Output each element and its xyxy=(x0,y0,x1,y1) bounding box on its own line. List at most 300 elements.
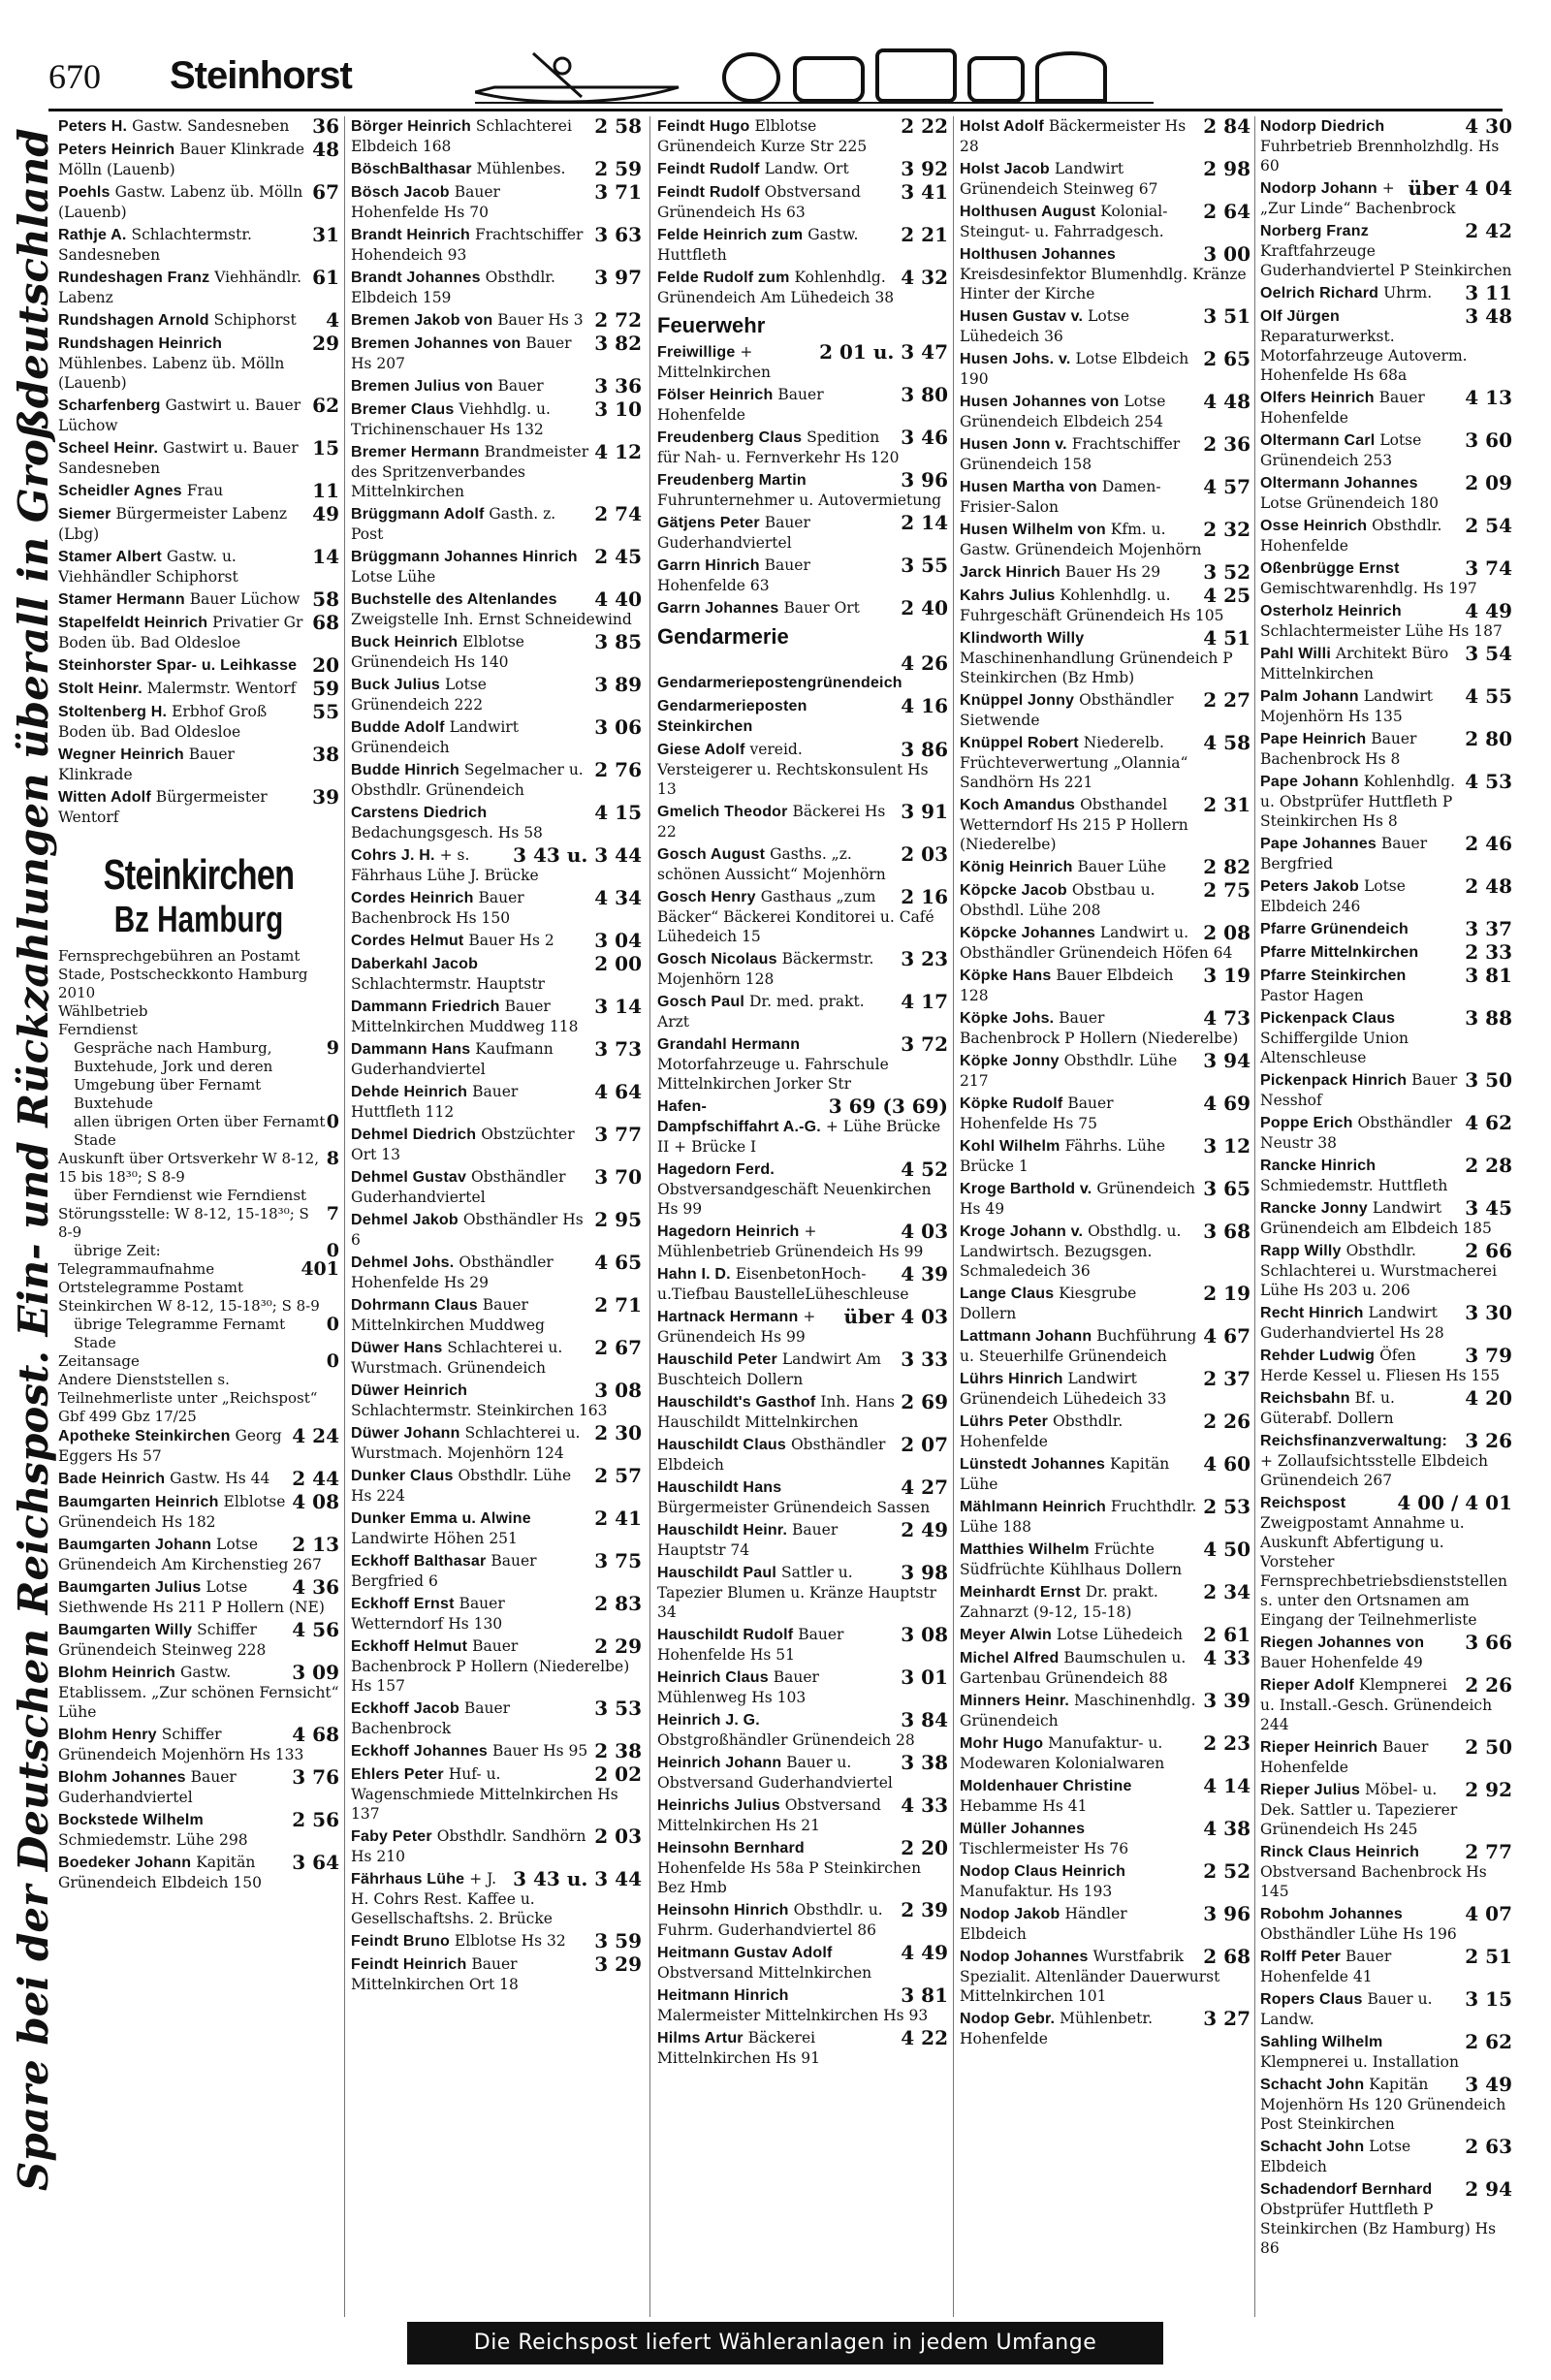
entry-detail: Mühlenbes. xyxy=(471,160,566,177)
directory-entry xyxy=(351,1210,642,1250)
entry-name: Dehmel Johs. xyxy=(351,1254,455,1271)
directory-entry xyxy=(351,1508,642,1548)
entry-name: Dammann Friedrich xyxy=(351,999,500,1015)
entry-detail: Schiffer Grünendeich Steinweg 228 xyxy=(58,1621,267,1659)
phone-number: 4 69 xyxy=(1203,1092,1250,1115)
entry-detail: Bauer Hohenfelde 41 xyxy=(1260,1948,1392,1985)
directory-entry xyxy=(58,182,339,222)
phone-number: 4 60 xyxy=(1203,1452,1250,1476)
entry-name: Meyer Alwin xyxy=(960,1627,1052,1643)
directory-entry xyxy=(1260,178,1512,218)
entry-detail: Obstbau u. Obsthdl. Lühe 208 xyxy=(960,881,1155,919)
directory-entry xyxy=(1260,2179,1512,2258)
directory-entry xyxy=(657,1563,948,1622)
phone-number: 2 51 xyxy=(1465,1945,1512,1968)
phone-number: 2 39 xyxy=(901,1898,948,1921)
phone-number: 2 50 xyxy=(1465,1735,1512,1759)
directory-entry xyxy=(657,1096,948,1157)
directory-entry xyxy=(1260,558,1512,598)
entry-name: Holthusen August xyxy=(960,204,1096,220)
phone-number: 4 51 xyxy=(1203,626,1250,650)
service-text: Ferndienst xyxy=(58,1021,138,1038)
entry-detail: Klempnerei u. Installation xyxy=(1260,2053,1459,2071)
entry-detail: Lotse Grünendeich 180 xyxy=(1260,494,1440,512)
phone-number: 68 xyxy=(312,611,339,634)
directory-entry xyxy=(351,1636,642,1696)
phone-number: 3 72 xyxy=(901,1032,948,1056)
directory-entry xyxy=(657,1795,948,1835)
entry-name: Rieper Julius xyxy=(1260,1782,1361,1798)
entry-name: Köpcke Johannes xyxy=(960,925,1095,941)
entry-name: Hauschildt Rudolf xyxy=(657,1627,794,1643)
entry-detail: Gastw. u. Viehhändler Schiphorst xyxy=(58,548,238,586)
entry-name: Knüppel Robert xyxy=(960,735,1079,751)
entry-name: Kroge Johann v. xyxy=(960,1223,1084,1240)
entry-name: Osse Heinrich xyxy=(1260,518,1368,534)
entry-name: Heinsohn Hinrich xyxy=(657,1902,789,1919)
entry-name: Bremen Johannes von xyxy=(351,335,522,352)
phone-number: 2 63 xyxy=(1465,2135,1512,2158)
entry-detail: Obstversand Grünendeich Hs 63 xyxy=(657,183,861,221)
entry-detail: Malermeister Mittelnkirchen Hs 93 xyxy=(657,2007,929,2024)
phone-number: 3 46 xyxy=(901,426,948,449)
phone-number: 4 32 xyxy=(901,266,948,289)
column-divider xyxy=(344,116,345,2317)
directory-entry xyxy=(351,1338,642,1378)
directory-entry xyxy=(960,1947,1250,2006)
directory-entry xyxy=(657,1625,948,1665)
phone-number: 15 xyxy=(312,436,339,460)
entry-name: Hafen-Dampfschiffahrt A.-G. xyxy=(657,1098,821,1135)
entry-name: Steinhorster Spar- u. Leihkasse xyxy=(58,657,298,674)
directory-entry xyxy=(657,1159,948,1219)
entry-name: Köpke Jonny xyxy=(960,1053,1060,1069)
column-divider xyxy=(1254,116,1255,2317)
phone-number: 2 26 xyxy=(1203,1410,1250,1433)
entry-name: Lührs Peter xyxy=(960,1413,1049,1430)
entry-detail: Lotse Lühedeich 36 xyxy=(960,307,1130,345)
directory-entry xyxy=(58,116,339,137)
entry-detail: Bauer Hohenfelde Hs 51 xyxy=(657,1626,844,1664)
entry-detail: Bauer Lüchow xyxy=(184,590,301,608)
entry-detail: Obsthdlr. Lühe Hs 224 xyxy=(351,1467,572,1505)
entry-detail: Obstversand Mittelnkirchen xyxy=(657,1964,872,1982)
phone-number: 2 75 xyxy=(1203,878,1250,902)
directory-entry xyxy=(657,116,948,156)
service-text: Auskunft über Ortsverkehr W 8-12, 15 bis 18³⁰; S 8-9 xyxy=(58,1150,319,1186)
directory-entry xyxy=(657,1838,948,1897)
phone-number: 2 37 xyxy=(1203,1367,1250,1390)
directory-entry xyxy=(351,717,642,757)
entry-name: Matthies Wilhelm xyxy=(960,1541,1090,1558)
directory-entry xyxy=(1260,1241,1512,1300)
entry-detail: Bauer Guderhandviertel xyxy=(58,1768,237,1806)
directory-entry xyxy=(1260,1842,1512,1901)
directory-entry xyxy=(351,1551,642,1591)
directory-entry xyxy=(58,1663,339,1722)
entry-detail: Bauer Mittelnkirchen Muddweg xyxy=(351,1296,545,1334)
directory-entry xyxy=(58,1620,339,1660)
directory-entry xyxy=(1260,919,1512,939)
entry-name: Freiwillige xyxy=(657,344,736,361)
entry-name: Nodop Jakob xyxy=(960,1906,1060,1922)
phone-number: 2 22 xyxy=(901,116,948,138)
entry-detail: Huf- u. Wagenschmiede Mittelnkirchen Hs 137 xyxy=(351,1765,618,1823)
phone-number: 3 04 xyxy=(594,929,642,952)
phone-number: 2 67 xyxy=(594,1336,642,1359)
entry-name: Köpcke Jacob xyxy=(960,882,1067,899)
phone-number: 2 07 xyxy=(901,1433,948,1456)
phone-number: 2 28 xyxy=(1465,1154,1512,1177)
phone-number: 3 96 xyxy=(1203,1902,1250,1925)
entry-detail: Gastw. Etablissem. „Zur schönen Fernsicht“ Lühe xyxy=(58,1664,339,1721)
service-info-line xyxy=(58,1113,339,1150)
directory-entry xyxy=(351,1954,642,1994)
city-heading xyxy=(58,852,339,941)
entry-detail: Privatier Gr Boden üb. Bad Oldesloe xyxy=(58,614,303,651)
phone-number: 4 16 xyxy=(901,694,948,717)
entry-detail: Landwirt u. Obsthändler Grünendeich Höfen 64 xyxy=(960,924,1233,962)
entry-detail: Obstzüchter Ort 13 xyxy=(351,1126,575,1163)
directory-entry xyxy=(351,888,642,928)
entry-detail: Gastw. Hs 44 xyxy=(165,1470,270,1487)
phone-number: 2 82 xyxy=(1203,855,1250,878)
phone-number: 3 06 xyxy=(594,715,642,739)
phone-number: 2 13 xyxy=(292,1533,339,1556)
directory-entry xyxy=(351,159,642,179)
directory-entry xyxy=(351,931,642,951)
entry-name: Pfarre Grünendeich xyxy=(1260,921,1409,937)
phone-number: 3 63 xyxy=(594,223,642,246)
entry-detail: Bauer Hs 95 xyxy=(488,1742,588,1760)
entry-detail: Baumschulen u. Gartenbau Grünendeich 88 xyxy=(960,1649,1187,1687)
entry-name: Nodop Gebr. xyxy=(960,2011,1056,2027)
entry-name: Feindt Hugo xyxy=(657,118,750,135)
directory-entry xyxy=(1260,1675,1512,1734)
entry-detail: Bauer Hohenfelde xyxy=(1260,389,1425,427)
entry-name: Wegner Heinrich xyxy=(58,746,184,763)
directory-entry xyxy=(351,1167,642,1207)
entry-name: Bremen Jakob von xyxy=(351,312,493,329)
entry-detail: Damen-Frisier-Salon xyxy=(960,478,1161,516)
phone-number: 2 94 xyxy=(1465,2177,1512,2201)
directory-entry xyxy=(960,733,1250,792)
entry-name: Recht Hinrich xyxy=(1260,1305,1364,1321)
entry-name: König Heinrich xyxy=(960,859,1073,875)
phone-number: 3 82 xyxy=(594,332,642,355)
directory-entry xyxy=(58,1535,339,1574)
entry-name: Sahling Wilhelm xyxy=(1260,2034,1383,2050)
phone-number: 2 52 xyxy=(1203,1859,1250,1883)
directory-entry xyxy=(58,481,339,501)
entry-detail: Landwirt Am Buschteich Dollern xyxy=(657,1350,881,1388)
entry-name: Cohrs J. H. xyxy=(351,847,435,864)
service-info-line xyxy=(58,1242,339,1260)
directory-entry xyxy=(1260,1493,1512,1630)
header-rule xyxy=(48,109,1503,111)
phone-number: 3 08 xyxy=(594,1379,642,1402)
travel-goods-illustration-icon xyxy=(475,39,1154,107)
entry-detail: Lotse Grünendeich 253 xyxy=(1260,431,1422,469)
phone-number: 3 71 xyxy=(594,180,642,204)
phone-number: 2 65 xyxy=(1203,347,1250,370)
directory-entry xyxy=(657,1753,948,1793)
directory-entry xyxy=(960,2009,1250,2048)
entry-detail: Gastwirt u. Bauer Lüchow xyxy=(58,397,301,434)
directory-entry xyxy=(351,1380,642,1420)
service-info-line xyxy=(58,1021,339,1039)
entry-detail: Schmiedemstr. Lühe 298 xyxy=(58,1831,248,1849)
entry-detail: + „Zur Linde“ Bachenbrock xyxy=(1260,179,1456,217)
directory-entry xyxy=(351,1466,642,1506)
phone-number: 3 15 xyxy=(1465,1987,1512,2011)
service-info-line xyxy=(58,1352,339,1371)
phone-number: 3 91 xyxy=(901,800,948,823)
entry-name: Ehlers Peter xyxy=(351,1766,444,1783)
service-info-line xyxy=(58,1039,339,1113)
directory-entry xyxy=(58,310,339,331)
entry-detail: Bauer Lühe xyxy=(1072,858,1167,875)
entry-detail: Elblotse Grünendeich Hs 140 xyxy=(351,633,524,671)
phone-number: 2 45 xyxy=(594,545,642,568)
phone-number: 2 77 xyxy=(1465,1840,1512,1863)
entry-name: Dehmel Jakob xyxy=(351,1212,459,1228)
entry-name: Garrn Hinrich xyxy=(657,557,760,574)
directory-entry xyxy=(1260,2137,1512,2176)
directory-entry xyxy=(960,1179,1250,1219)
entry-detail: Obstprüfer Huttfleth P Steinkirchen (Bz Hamburg) Hs 86 xyxy=(1260,2201,1497,2257)
entry-detail: Obsthdlr. Hohenfelde xyxy=(960,1412,1124,1450)
entry-detail: Kfm. u. Gastw. Grünendeich Mojenhörn xyxy=(960,521,1202,558)
directory-entry xyxy=(1260,1346,1512,1385)
entry-detail: Obsthdlr. Hohenfelde xyxy=(1260,517,1442,555)
phone-number: 2 09 xyxy=(1465,471,1512,494)
entry-detail: + s. Fährhaus Lühe J. Brücke xyxy=(351,846,539,884)
directory-entry xyxy=(58,1725,339,1764)
directory-entry xyxy=(351,1594,642,1634)
service-number: 0 xyxy=(326,1350,339,1372)
entry-name: Fölser Heinrich xyxy=(657,387,774,403)
entry-name: Boedeker Johann xyxy=(58,1855,192,1871)
entry-name: Lührs Hinrich xyxy=(960,1371,1063,1387)
entry-name: Stapelfeldt Heinrich xyxy=(58,615,208,631)
directory-entry xyxy=(960,1582,1250,1622)
entry-name: Pape Johann xyxy=(1260,774,1359,790)
entry-name: Witten Adolf xyxy=(58,789,151,806)
entry-detail: Bauer Hohenfelde xyxy=(657,386,824,424)
directory-entry xyxy=(1260,1989,1512,2029)
phone-number: 4 30 xyxy=(1465,116,1512,138)
entry-name: Hauschildt Hans xyxy=(657,1479,782,1496)
entry-name: Baumgarten Julius xyxy=(58,1579,202,1596)
phone-number: 4 50 xyxy=(1203,1538,1250,1561)
entry-name: Scheel Heinr. xyxy=(58,440,159,457)
directory-entry xyxy=(1260,116,1512,175)
entry-detail: Obsthändler Elbdeich xyxy=(657,1436,886,1474)
directory-entry xyxy=(657,555,948,595)
entry-detail: Bauer Bachenbrock P Hollern (Niederelbe) xyxy=(960,1009,1239,1047)
phone-number: 38 xyxy=(312,743,339,766)
phone-number: 4 36 xyxy=(292,1575,339,1599)
phone-number: 2 32 xyxy=(1203,518,1250,541)
directory-entry xyxy=(657,949,948,989)
phone-number: 3 33 xyxy=(901,1348,948,1371)
entry-name: Oßenbrügge Ernst xyxy=(1260,560,1400,577)
entry-detail: Hebamme Hs 41 xyxy=(960,1797,1088,1815)
directory-entry xyxy=(1260,1070,1512,1110)
entry-detail: Niederelb. Früchteverwertung „Olannia“ Sandhörn Hs 221 xyxy=(960,734,1188,791)
entry-name: Jarck Hinrich xyxy=(960,564,1060,581)
entry-name: Peters H. xyxy=(58,118,128,135)
entry-detail: Obsthdlr. Sandhörn Hs 210 xyxy=(351,1827,586,1865)
entry-detail: Bauer Mühlenweg Hs 103 xyxy=(657,1668,819,1706)
phone-number: 2 20 xyxy=(901,1836,948,1859)
entry-name: Gendarmerieposten Steinkirchen xyxy=(657,698,807,735)
entry-name: Grandahl Hermann xyxy=(657,1036,801,1053)
service-info-line xyxy=(58,947,339,1002)
phone-number: 2 30 xyxy=(594,1421,642,1444)
entry-name: Rapp Willy xyxy=(1260,1243,1342,1259)
entry-name: Poppe Erich xyxy=(1260,1115,1353,1131)
entry-detail: Frachtschiffer Hohendeich 93 xyxy=(351,226,584,264)
entry-detail: Bauer Hohenfelde Hs 70 xyxy=(351,183,500,221)
entry-detail: Tischlermeister Hs 76 xyxy=(960,1840,1129,1857)
directory-entry xyxy=(960,202,1250,241)
phone-number: 3 52 xyxy=(1203,560,1250,584)
phone-number: 3 38 xyxy=(901,1751,948,1774)
entry-detail: Bauer xyxy=(492,377,544,395)
directory-entry xyxy=(960,1776,1250,1816)
entry-name: Kohl Wilhelm xyxy=(960,1138,1060,1155)
phone-number: 3 79 xyxy=(1465,1344,1512,1367)
entry-name: Köpke Johs. xyxy=(960,1010,1055,1027)
directory-entry xyxy=(657,225,948,265)
entry-detail: Obstversand Bachenbrock Hs 145 xyxy=(1260,1863,1487,1900)
entry-detail: Bäckermstr. Mojenhörn 128 xyxy=(657,950,874,988)
entry-detail: Elblotse Grünendeich Kurze Str 225 xyxy=(657,117,868,155)
entry-detail: Bauer u. Landw. xyxy=(1260,1990,1433,2028)
entry-detail: Uhrm. xyxy=(1378,284,1433,301)
phone-number: 20 xyxy=(312,653,339,677)
entry-name: Rancke Hinrich xyxy=(1260,1158,1377,1174)
phone-number: 2 62 xyxy=(1465,2030,1512,2053)
entry-name: Moldenhauer Christine xyxy=(960,1778,1132,1794)
entry-name: Riegen Johannes von xyxy=(1260,1634,1425,1651)
entry-detail: Georg Eggers Hs 57 xyxy=(58,1427,282,1465)
directory-entry xyxy=(960,857,1250,877)
phone-number: 3 75 xyxy=(594,1549,642,1572)
entry-name: Dehmel Diedrich xyxy=(351,1127,477,1143)
phone-number: 3 81 xyxy=(901,1983,948,2007)
phone-number: 2 53 xyxy=(1203,1495,1250,1518)
entry-detail: Obsthändler Neustr 38 xyxy=(1260,1114,1452,1152)
phone-number: 3 81 xyxy=(1465,964,1512,987)
directory-entry xyxy=(351,760,642,800)
phone-number: 2 14 xyxy=(901,511,948,534)
entry-detail: Kapitän Grünendeich Elbdeich 150 xyxy=(58,1854,262,1891)
phone-number: 4 15 xyxy=(594,801,642,824)
phone-number: 3 48 xyxy=(1465,304,1512,328)
directory-entry xyxy=(657,740,948,799)
entry-name: Peters Heinrich xyxy=(58,142,175,158)
entry-detail: Öfen Herde Kessel u. Fliesen Hs 155 xyxy=(1260,1347,1501,1384)
directory-entry xyxy=(657,342,948,382)
phone-number: 3 39 xyxy=(1203,1689,1250,1712)
entry-name: Osterholz Heinrich xyxy=(1260,603,1402,619)
phone-number: 4 56 xyxy=(292,1618,339,1641)
entry-detail: Wurstfabrik Spezialit. Altenländer Dauerwurst Mittelnkirchen 101 xyxy=(960,1948,1220,2005)
service-info-line xyxy=(58,1316,339,1352)
phone-number: 4 26 xyxy=(901,651,948,675)
phone-number: über 4 04 xyxy=(1408,176,1512,200)
entry-detail: Fruchthdlr. Lühe 188 xyxy=(960,1498,1197,1536)
entry-name: Baumgarten Willy xyxy=(58,1622,193,1638)
directory-entry xyxy=(351,675,642,714)
phone-number: 2 03 xyxy=(901,842,948,866)
directory-entry xyxy=(657,1985,948,2025)
phone-number: 3 59 xyxy=(594,1929,642,1952)
entry-detail: Dr. prakt. Zahnarzt (9-12, 15-18) xyxy=(960,1583,1158,1621)
directory-entry xyxy=(1260,1388,1512,1428)
phone-number: 2 27 xyxy=(1203,688,1250,712)
entry-detail: Schlachterei u. Wurstmach. Grünendeich xyxy=(351,1339,563,1377)
entry-name: Kroge Barthold v. xyxy=(960,1181,1092,1197)
entry-detail: Bauer Hs 3 xyxy=(492,311,584,329)
phone-number: 3 14 xyxy=(594,995,642,1018)
phone-number: 3 74 xyxy=(1465,556,1512,580)
phone-number: 3 49 xyxy=(1465,2073,1512,2096)
phone-number: 59 xyxy=(312,677,339,700)
entry-name: Bösch Jacob xyxy=(351,184,450,201)
phone-number: 4 73 xyxy=(1203,1006,1250,1030)
phone-number: 3 64 xyxy=(292,1851,339,1874)
entry-name: Holthusen Johannes xyxy=(960,246,1116,263)
entry-detail: Gastw. Huttfleth xyxy=(657,226,859,264)
entry-name: Heinrich J. G. xyxy=(657,1712,760,1729)
entry-detail: Obsthdlr. u. Fuhrm. Guderhandviertel 86 xyxy=(657,1901,883,1939)
entry-detail: Bauer Huttfleth 112 xyxy=(351,1083,519,1121)
entry-name: Bade Heinrich xyxy=(58,1471,166,1487)
entry-detail: Obstgroßhändler Grünendeich 28 xyxy=(657,1731,915,1749)
phone-number: 4 49 xyxy=(1465,599,1512,622)
phone-number: 31 xyxy=(312,223,339,246)
entry-detail: Gasth. z. Post xyxy=(351,505,556,543)
phone-number: 48 xyxy=(312,138,339,161)
entry-name: Peters Jakob xyxy=(1260,878,1360,895)
phone-number: 2 66 xyxy=(1465,1239,1512,1262)
entry-detail: Schiffer Grünendeich Mojenhörn Hs 133 xyxy=(58,1726,304,1763)
entry-name: Norberg Franz xyxy=(1260,223,1369,239)
entry-name: Apotheke Steinkirchen xyxy=(58,1428,231,1444)
entry-detail: Zweigpostamt Annahme u. Auskunft Abfertigung u. Vorsteher Fernsprechbetriebsdienststellen s. unter den Ortsnamen am Eingang der Teilnehmerliste xyxy=(1260,1514,1507,1629)
directory-entry xyxy=(1260,1780,1512,1839)
directory-entry xyxy=(351,845,642,885)
phone-number: 3 43 u. 3 44 xyxy=(513,843,642,867)
entry-detail: Bauer Mittelnkirchen Muddweg 118 xyxy=(351,998,579,1035)
entry-name: Felde Heinrich zum xyxy=(657,227,804,243)
entry-detail: Landwirt Grünendeich Lühedeich 33 xyxy=(960,1370,1167,1408)
entry-detail: Erbhof Groß Boden üb. Bad Oldesloe xyxy=(58,703,268,741)
directory-entry xyxy=(1260,221,1512,280)
directory-entry xyxy=(351,1826,642,1866)
entry-detail: Kolonial-Steingut- u. Fahrradgesch. xyxy=(960,203,1168,240)
phone-number: 3 86 xyxy=(901,738,948,761)
phone-number: 4 17 xyxy=(901,990,948,1013)
entry-name: Eckhoff Johannes xyxy=(351,1743,489,1760)
phone-number: 2 41 xyxy=(594,1507,642,1530)
entry-name: Rehder Ludwig xyxy=(1260,1348,1376,1364)
directory-entry xyxy=(58,702,339,742)
